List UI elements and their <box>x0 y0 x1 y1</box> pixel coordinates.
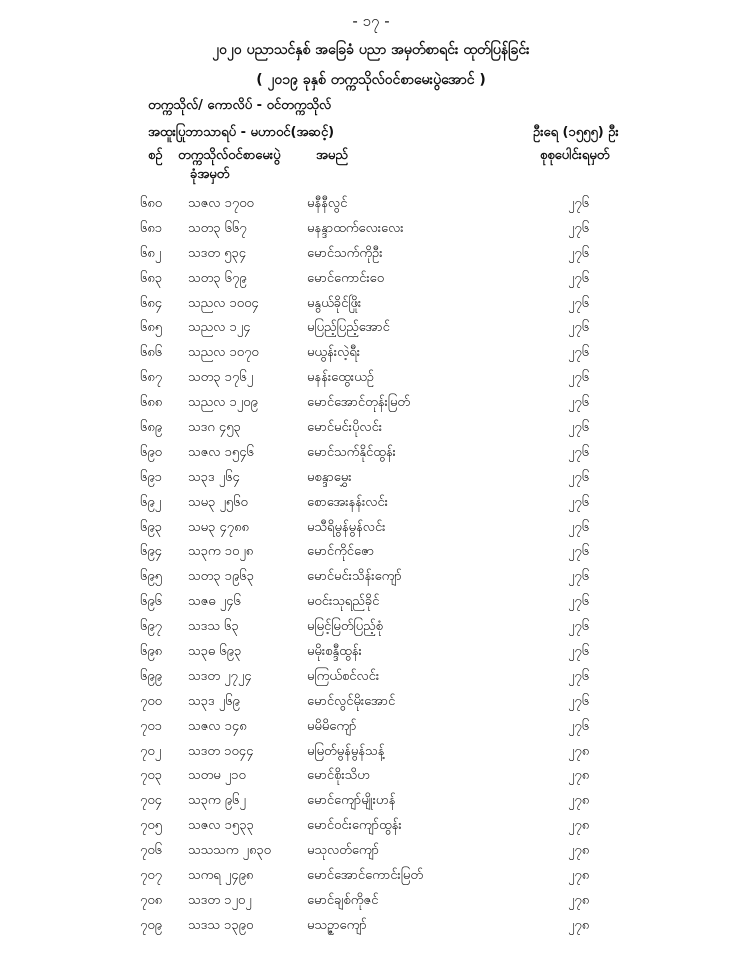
roll-number: သဒတ ၅၃၄ <box>188 245 247 261</box>
total-score: ၂၇၆ <box>568 644 590 660</box>
page-number: - ၁၇ - <box>352 12 390 30</box>
row-number: ၆၈၄ <box>140 295 163 311</box>
student-name: မောင်ကိုင်ဇော <box>307 544 375 560</box>
row-number: ၆၈၀ <box>140 196 163 211</box>
roll-number: သညလ ၁၂၄ <box>188 320 251 336</box>
total-score: ၂၇၆ <box>568 295 590 311</box>
row-number: ၇၀၀ <box>140 693 162 709</box>
row-number: ၆၉၄ <box>140 544 162 560</box>
student-name: မကြယ်စင်လင်း <box>307 668 380 684</box>
major-subject-label: အထူးပြုဘာသာရပ် - မဟာဝင်(အဆင့်) <box>148 125 335 140</box>
total-score: ၂၇၆ <box>568 220 590 236</box>
roll-number: သ၃က ၉၆၂ <box>188 793 246 809</box>
total-score: ၂၇၈ <box>568 768 590 784</box>
header-name: အမည် <box>316 148 348 163</box>
roll-number: သညလ ၁၂၀၉ <box>188 395 258 411</box>
total-score: ၂၇၈ <box>568 818 590 834</box>
student-name: မနန္ဒာထက်လေးလေး <box>307 220 404 236</box>
total-count-label: ဦးရေ (၁၅၅၅) ဦး <box>533 125 619 140</box>
table-row <box>0 839 742 864</box>
row-number: ၆၉၇ <box>140 619 162 635</box>
roll-number: သညလ ၁၀၇၀ <box>188 345 259 361</box>
roll-number: သ၃ဓ ၆၉၃ <box>188 644 242 660</box>
header-roll-number: တက္ကသိုလ်ဝင်စာမေးပွဲ <box>178 148 281 163</box>
student-name: မောင်သက်နိုင်ထွန်း <box>307 444 396 460</box>
table-row <box>0 789 742 814</box>
student-name: မမိမိကျော် <box>307 718 357 734</box>
table-row <box>0 267 742 292</box>
student-name: မမြင့်မြတ်ပြည့်စုံ <box>307 619 383 635</box>
student-name: မနန်းထွေးယဉ် <box>307 370 374 386</box>
roll-number: သကရ ၂၄၉၈ <box>188 868 254 884</box>
table-row <box>0 242 742 267</box>
results-table <box>0 192 742 939</box>
total-score: ၂၇၆ <box>568 668 590 684</box>
row-number: ၆၈၅ <box>140 320 163 336</box>
total-score: ၂၇၆ <box>568 544 590 560</box>
roll-number: သဒဂ ၄၅၃ <box>188 420 241 436</box>
total-score: ၂၇၆ <box>568 718 590 734</box>
total-score: ၂၇၆ <box>568 444 590 460</box>
roll-number: သဇဓ ၂၄၆ <box>188 594 241 610</box>
roll-number: သဒသ ၁၃၉၀ <box>188 917 254 933</box>
table-row <box>0 192 742 217</box>
table-row <box>0 764 742 789</box>
roll-number: သဒတ ၁၀၄၄ <box>188 743 254 759</box>
table-row <box>0 640 742 665</box>
row-number: ၇၀၃ <box>140 768 162 784</box>
student-name: မောင်အောင်တုန်းမြတ် <box>307 395 411 411</box>
student-name: မောင်မင်းပိုလင်း <box>307 420 383 436</box>
row-number: ၆၈၂ <box>140 245 162 261</box>
roll-number: သတ၃ ၁၉၆၃ <box>188 569 254 585</box>
table-row <box>0 391 742 416</box>
row-number: ၇၀၉ <box>140 917 162 933</box>
total-score: ၂၇၆ <box>568 519 590 535</box>
roll-number: သဇလ ၁၄၈ <box>188 718 247 734</box>
student-name: မနီနီလွင် <box>307 196 348 211</box>
student-name: မောင်ဝင်းကျော်ထွန်း <box>307 818 402 834</box>
table-row <box>0 341 742 366</box>
total-score: ၂၇၆ <box>568 320 590 336</box>
roll-number: သဇလ ၁၅၄၆ <box>188 444 254 460</box>
total-score: ၂၇၆ <box>568 270 590 286</box>
student-name: မပြည့်ပြည့်အောင် <box>307 320 390 336</box>
table-row <box>0 889 742 914</box>
table-row <box>0 466 742 491</box>
table-row <box>0 316 742 341</box>
table-row <box>0 441 742 466</box>
row-number: ၇၀၂ <box>140 743 162 759</box>
table-row <box>0 292 742 317</box>
table-row <box>0 615 742 640</box>
student-name: မောင်ကျော်မျိုးဟန် <box>307 793 396 809</box>
roll-number: သတ၃ ၆၆၇ <box>188 220 247 236</box>
student-name: မမြတ်မွန်မွန်သန့် <box>307 743 385 759</box>
student-name: မယွန်းလဲ့ရီး <box>307 345 361 361</box>
table-row <box>0 516 742 541</box>
total-score: ၂၇၆ <box>568 569 590 585</box>
total-score: ၂၇၈ <box>568 892 590 908</box>
row-number: ၆၈၉ <box>140 420 163 436</box>
student-name: မောင်ကောင်းဝေ <box>307 270 385 286</box>
row-number: ၆၉၂ <box>140 494 162 510</box>
table-row <box>0 540 742 565</box>
roll-number: သညလ ၁၀၀၄ <box>188 295 259 311</box>
student-name: မောင်အောင်ကောင်းမြတ် <box>307 868 423 884</box>
student-name: မသုလတ်ကျော် <box>307 843 380 859</box>
student-name: မောင်ချစ်ကိုဇင် <box>307 892 379 908</box>
total-score: ၂၇၆ <box>568 395 590 411</box>
table-row <box>0 864 742 889</box>
total-score: ၂၇၆ <box>568 345 590 361</box>
header-no: စဉ် <box>148 148 163 163</box>
total-score: ၂၇၈ <box>568 793 590 809</box>
table-row <box>0 690 742 715</box>
table-row <box>0 366 742 391</box>
row-number: ၆၉၀ <box>140 444 162 460</box>
roll-number: သမ၃ ၄၇၈၈ <box>188 519 249 535</box>
roll-number: သ၃ဒ ၂၆၉ <box>188 693 240 709</box>
roll-number: သဒတ ၂၇၂၄ <box>188 668 252 684</box>
student-name: မမိုးစန္ဒီထွန်း <box>307 644 362 660</box>
row-number: ၆၉၉ <box>140 668 162 684</box>
table-row <box>0 217 742 242</box>
row-number: ၇၀၅ <box>140 818 162 834</box>
roll-number: သ၃ဒ ၂၆၄ <box>188 469 240 485</box>
row-number: ၆၈၇ <box>140 370 163 386</box>
total-score: ၂၇၆ <box>568 370 590 386</box>
student-name: မသီရိမွန်မွန်လင်း <box>307 519 386 535</box>
table-row <box>0 491 742 516</box>
total-score: ၂၇၈ <box>568 743 590 759</box>
table-row <box>0 565 742 590</box>
total-score: ၂၇၈ <box>568 917 590 933</box>
university-label: တက္ကသိုလ်/ ကောလိပ် - ဝင်တက္ကသိုလ် <box>148 98 332 113</box>
document-subtitle: ( ၂၀၁၉ ခုနှစ် တက္ကသိုလ်ဝင်စာမေးပွဲအောင် ) <box>256 72 486 88</box>
roll-number: သတ၃ ၆၇၉ <box>188 270 247 286</box>
total-score: ၂၇၈ <box>568 868 590 884</box>
total-score: ၂၇၆ <box>568 693 590 709</box>
table-row <box>0 914 742 939</box>
row-number: ၆၉၆ <box>140 594 162 610</box>
total-score: ၂၇၆ <box>568 594 590 610</box>
table-row <box>0 740 742 765</box>
total-score: ၂၇၆ <box>568 494 590 510</box>
row-number: ၇၀၄ <box>140 793 162 809</box>
student-name: မောင်စိုးသိဟ <box>307 768 370 784</box>
row-number: ၇၀၁ <box>140 718 162 734</box>
row-number: ၆၉၁ <box>140 469 162 485</box>
table-row <box>0 715 742 740</box>
table-row <box>0 814 742 839</box>
header-total-score: စုစုပေါင်းရမှတ် <box>540 148 610 163</box>
student-name: မစန္ဒာမွှေး <box>307 469 352 485</box>
student-name: မောင်မင်းသိန်းကျော် <box>307 569 402 585</box>
row-number: ၆၉၈ <box>140 644 163 660</box>
student-name: မဝင်းသုရည်ခိုင် <box>307 594 380 610</box>
header-roll-number-line2: ခုံအမှတ် <box>190 167 230 182</box>
document-title: ၂၀၂၀ ပညာသင်နှစ် အခြေခံ ပညာ အမှတ်စာရင်း ထုတ်ပြန်ခြင်း <box>212 42 530 58</box>
student-name: စောအေးနန်းလင်း <box>307 494 388 510</box>
table-row <box>0 416 742 441</box>
roll-number: သဇလ ၁၇၀၀ <box>188 196 254 211</box>
student-name: မသဥ္ဇာကျော် <box>307 917 367 933</box>
row-number: ၆၈၈ <box>140 395 163 411</box>
roll-number: သတ၃ ၁၇၆၂ <box>188 370 253 386</box>
roll-number: သသသက ၂၈၃၀ <box>188 843 271 859</box>
total-score: ၂၇၈ <box>568 843 590 859</box>
row-number: ၇၀၇ <box>140 868 162 884</box>
total-score: ၂၇၆ <box>568 196 590 211</box>
student-name: မောင်သက်ကိုဦး <box>307 245 383 261</box>
row-number: ၆၉၅ <box>140 569 162 585</box>
roll-number: သ၃က ၁၀၂၈ <box>188 544 254 560</box>
roll-number: သဒတ ၁၂၀၂ <box>188 892 252 908</box>
roll-number: သတမ ၂၁၀ <box>188 768 246 784</box>
row-number: ၇၀၆ <box>140 843 162 859</box>
table-row <box>0 590 742 615</box>
total-score: ၂၇၆ <box>568 245 590 261</box>
student-name: မောင်လွင်မိုးအောင် <box>307 693 396 709</box>
total-score: ၂၇၆ <box>568 469 590 485</box>
row-number: ၆၈၁ <box>140 220 163 236</box>
row-number: ၇၀၈ <box>140 892 163 908</box>
row-number: ၆၉၃ <box>140 519 162 535</box>
total-score: ၂၇၆ <box>568 619 590 635</box>
roll-number: သမ၃ ၂၅၆၀ <box>188 494 248 510</box>
row-number: ၆၈၆ <box>140 345 163 361</box>
roll-number: သဇလ ၁၅၃၃ <box>188 818 254 834</box>
student-name: မနွယ်ခိုင်ဖြိုး <box>307 295 362 311</box>
total-score: ၂၇၆ <box>568 420 590 436</box>
table-row <box>0 665 742 690</box>
row-number: ၆၈၃ <box>140 270 163 286</box>
roll-number: သဒသ ၆၃ <box>188 619 239 635</box>
